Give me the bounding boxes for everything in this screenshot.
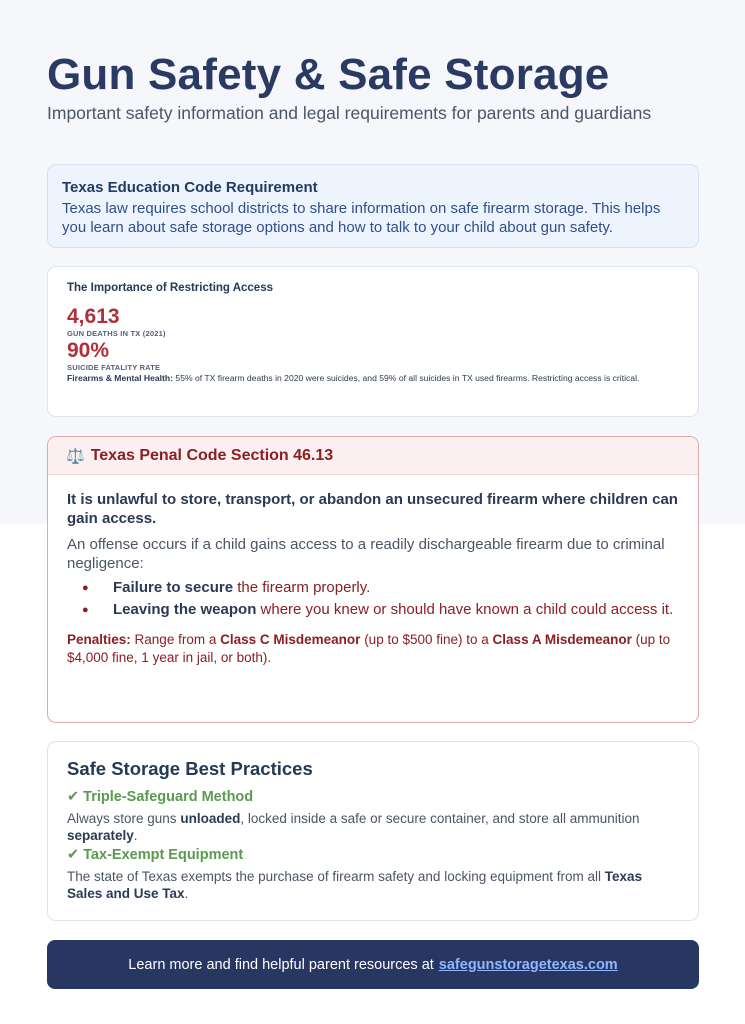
check-icon: ✔: [67, 847, 80, 863]
tax-exempt-body: [67, 868, 679, 902]
penal-code-card: [47, 436, 699, 723]
bullet-rest: the firearm properly.: [237, 579, 371, 596]
text-part: The state of Texas exempts the purchase of firearm safety and locking equipment from all: [67, 869, 602, 884]
penal-code-header: [48, 437, 698, 475]
education-code-title: Texas Education Code Requirement: [62, 179, 318, 196]
emphasis: separately: [67, 828, 134, 843]
restricting-access-card: [47, 266, 699, 417]
scales-icon: ⚖️: [66, 447, 85, 465]
stat-value: 4,613: [67, 305, 120, 328]
best-practices-card: [47, 741, 699, 921]
footer-text: Learn more and find helpful parent resources at: [128, 956, 434, 973]
footer-link[interactable]: safegunstoragetexas.com: [438, 956, 618, 973]
bullet-rest: where you knew or should have known a child could access it.: [260, 601, 674, 618]
education-code-body: Texas law requires school districts to share information on safe firearm storage. This helps you learn about safe storage options and how to talk to your child about gun safety.: [62, 200, 661, 236]
penalties-label: Penalties:: [67, 632, 131, 647]
footer-banner: [47, 940, 699, 989]
page-title: Gun Safety & Safe Storage: [47, 50, 610, 99]
penalties-part: (up to $500 fine) to a: [364, 632, 489, 647]
bullet-strong: Failure to secure: [113, 579, 234, 596]
text-part: , locked inside a safe or secure container, and store all ammunition: [240, 811, 640, 826]
text-part: .: [133, 828, 138, 843]
stat-label: GUN DEATHS IN TX (2021): [67, 329, 166, 338]
emphasis: unloaded: [180, 811, 241, 826]
stat-label: SUICIDE FATALITY RATE: [67, 363, 161, 372]
page-subtitle: Important safety information and legal requirements for parents and guardians: [47, 103, 652, 123]
text-part: Always store guns: [67, 811, 177, 826]
stats-title: The Importance of Restricting Access: [67, 282, 273, 294]
stats-note-label: Firearms & Mental Health:: [67, 373, 174, 383]
penal-code-text: An offense occurs if a child gains access to a readily dischargeable firearm due to criminal negligence:: [67, 536, 665, 572]
best-item-title-text: Tax-Exempt Equipment: [83, 847, 244, 863]
penal-code-lead: It is unlawful to store, transport, or abandon an unsecured firearm where children can gain access.: [67, 491, 678, 527]
text-part: .: [184, 886, 189, 901]
best-practices-title: Safe Storage Best Practices: [67, 758, 313, 779]
education-code-box: [47, 164, 699, 248]
stats-note-text: 55% of TX firearm deaths in 2020 were suicides, and 59% of all suicides in TX used firearms. Restricting access is critical.: [175, 373, 640, 383]
penal-code-title: Texas Penal Code Section 46.13: [90, 446, 334, 464]
penal-code-body: [48, 475, 698, 682]
triple-safeguard-title: [67, 788, 679, 806]
penalties-part: Range from a: [134, 632, 217, 647]
stat-value: 90%: [67, 339, 110, 362]
penalties-part: (up to $4,000 fine, 1 year in jail, or both).: [67, 632, 671, 665]
stats-note: [67, 373, 679, 383]
best-item-title-text: Triple-Safeguard Method: [83, 789, 254, 805]
penalties-text: [67, 631, 679, 667]
triple-safeguard-body: [67, 810, 679, 844]
check-icon: ✔: [67, 789, 80, 805]
penal-offense-list: [67, 577, 679, 621]
class-a-misdemeanor: Class A Misdemeanor: [492, 632, 632, 647]
tax-exempt-title: [67, 846, 679, 864]
list-item: [67, 577, 679, 599]
list-item: [67, 599, 679, 621]
class-c-misdemeanor: Class C Misdemeanor: [220, 632, 361, 647]
bullet-strong: Leaving the weapon: [113, 601, 257, 618]
stat-gun-deaths: [67, 305, 679, 338]
emphasis: Texas Sales and Use Tax: [67, 869, 643, 901]
stat-suicide-fatality: [67, 339, 679, 372]
